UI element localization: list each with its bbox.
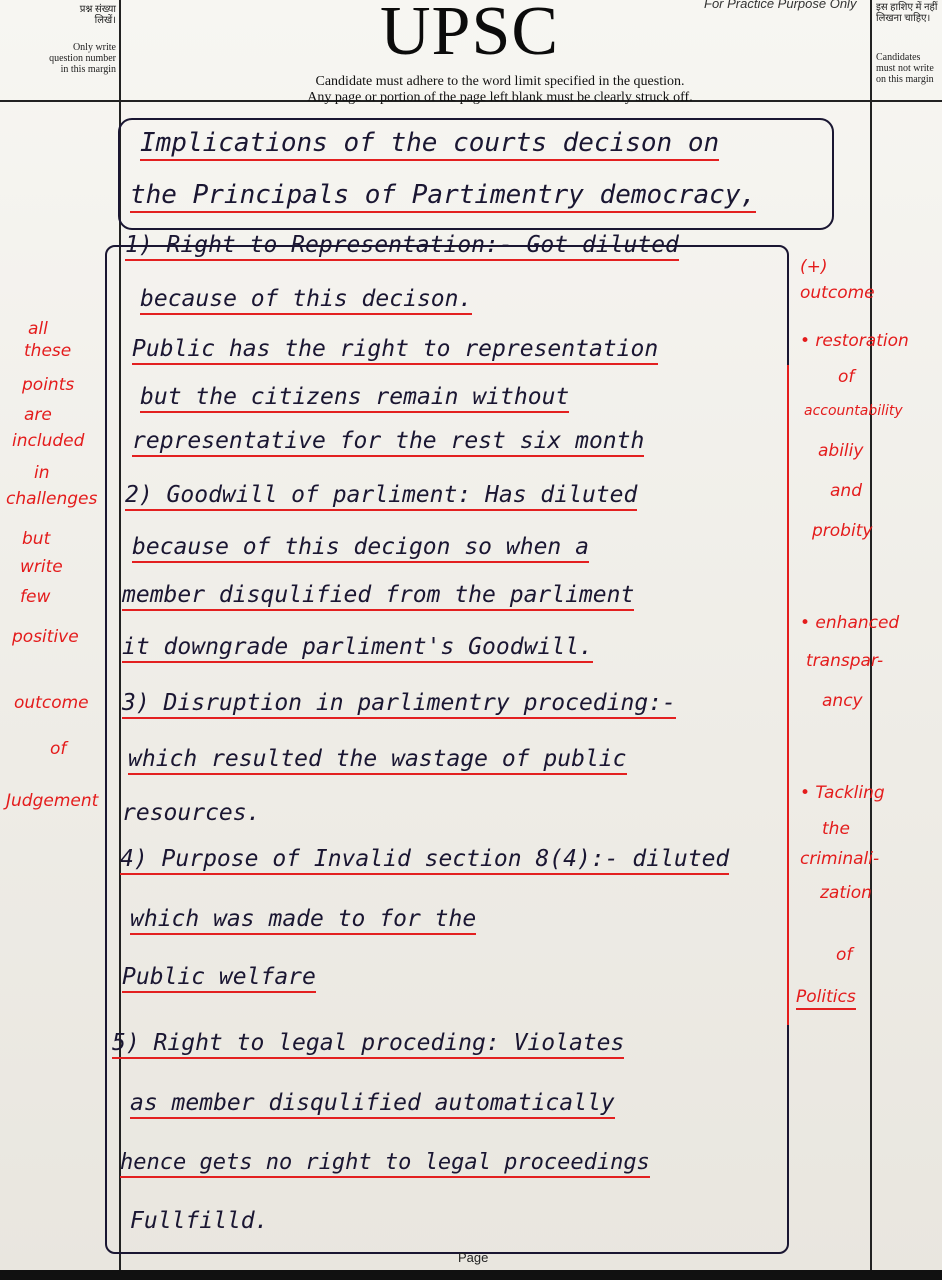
evaluator-note-left: points — [22, 375, 75, 395]
point-2-heading: 2) Goodwill of parliment: Has diluted — [125, 482, 637, 508]
evaluator-note-right: and — [830, 481, 862, 501]
answer-line: representative for the rest six month — [132, 428, 644, 454]
evaluator-note-left: included — [12, 431, 85, 451]
left-margin-hindi: प्रश्न संख्या लिखें। — [79, 4, 116, 26]
evaluator-note-left: write — [20, 557, 63, 577]
evaluator-note-right: ancy — [822, 691, 863, 711]
evaluator-note-right: Politics — [796, 986, 856, 1008]
point-1-heading: 1) Right to Representation:- Got diluted — [125, 232, 679, 258]
answer-line: Public has the right to representation — [132, 336, 658, 362]
evaluator-note-left: in — [34, 463, 50, 483]
evaluator-note-right: of — [836, 945, 853, 965]
evaluator-note-right: • Tackling — [800, 783, 885, 803]
right-margin-instruction: Candidates must not write on this margin — [876, 52, 934, 85]
answer-line: because of this decigon so when a — [132, 534, 589, 560]
evaluator-note-left: outcome — [14, 693, 89, 713]
evaluator-note-right: criminali- — [800, 849, 880, 869]
evaluator-note-left: are — [24, 405, 52, 425]
evaluator-note-right: the — [822, 819, 850, 839]
answer-line: because of this decison. — [140, 286, 472, 312]
page-number-label: Page — [458, 1250, 489, 1265]
page-title: UPSC — [380, 0, 560, 70]
evaluator-note-left: challenges — [6, 489, 98, 509]
answer-line: Public welfare — [122, 964, 316, 990]
answer-line: hence gets no right to legal proceedings — [120, 1150, 650, 1175]
evaluator-note-left: Judgement — [6, 791, 99, 811]
evaluator-note-right: transpar- — [806, 651, 884, 671]
point-4-heading: 4) Purpose of Invalid section 8(4):- diluted — [120, 846, 729, 872]
right-margin-hindi: इस हाशिए में नहीं लिखना चाहिए। — [876, 2, 938, 24]
evaluator-note-right: outcome — [800, 283, 875, 303]
answer-line: Fullfilld. — [130, 1208, 269, 1234]
answer-heading-line-2: the Principals of Partimentry democracy, — [130, 180, 756, 210]
blank-page-instruction: Any page or portion of the page left blank must be clearly struck off. — [307, 90, 693, 105]
bottom-edge — [0, 1270, 942, 1280]
evaluator-note-left: but — [22, 529, 51, 549]
left-margin-instruction: Only write question number in this margin — [49, 42, 116, 75]
evaluator-note-right: of — [838, 367, 855, 387]
answer-line: member disqulified from the parliment — [122, 582, 634, 608]
answer-line: resources. — [122, 800, 261, 826]
answer-line: as member disqulified automatically — [130, 1090, 615, 1116]
evaluator-note-left: of — [50, 739, 67, 759]
evaluator-note-right: abiliy — [818, 441, 864, 461]
evaluator-note-right: • restoration — [800, 331, 909, 351]
answer-line: which resulted the wastage of public — [128, 746, 627, 772]
evaluator-note-left: all — [28, 319, 48, 339]
evaluator-note-right: • enhanced — [800, 613, 900, 633]
evaluator-note-right: zation — [820, 883, 872, 903]
evaluator-note-right: accountability — [804, 403, 903, 419]
answer-line: but the citizens remain without — [140, 384, 569, 410]
right-margin-rule — [870, 0, 872, 1280]
point-3-heading: 3) Disruption in parlimentry proceding:- — [122, 690, 676, 716]
practice-tag: For Practice Purpose Only — [704, 0, 857, 11]
evaluator-note-right: probity — [812, 521, 873, 541]
word-limit-instruction: Candidate must adhere to the word limit specified in the question. — [315, 74, 685, 89]
answer-line: it downgrade parliment's Goodwill. — [122, 634, 593, 660]
evaluator-note-left: few — [20, 587, 51, 607]
evaluator-note-right: (+) — [800, 257, 828, 277]
evaluator-bracket — [787, 365, 789, 1025]
point-5-heading: 5) Right to legal proceding: Violates — [112, 1030, 624, 1056]
evaluator-note-left: these — [24, 341, 72, 361]
answer-heading-line-1: Implications of the courts decison on — [140, 128, 719, 158]
answer-line: which was made to for the — [130, 906, 476, 932]
evaluator-note-left: positive — [12, 627, 79, 647]
